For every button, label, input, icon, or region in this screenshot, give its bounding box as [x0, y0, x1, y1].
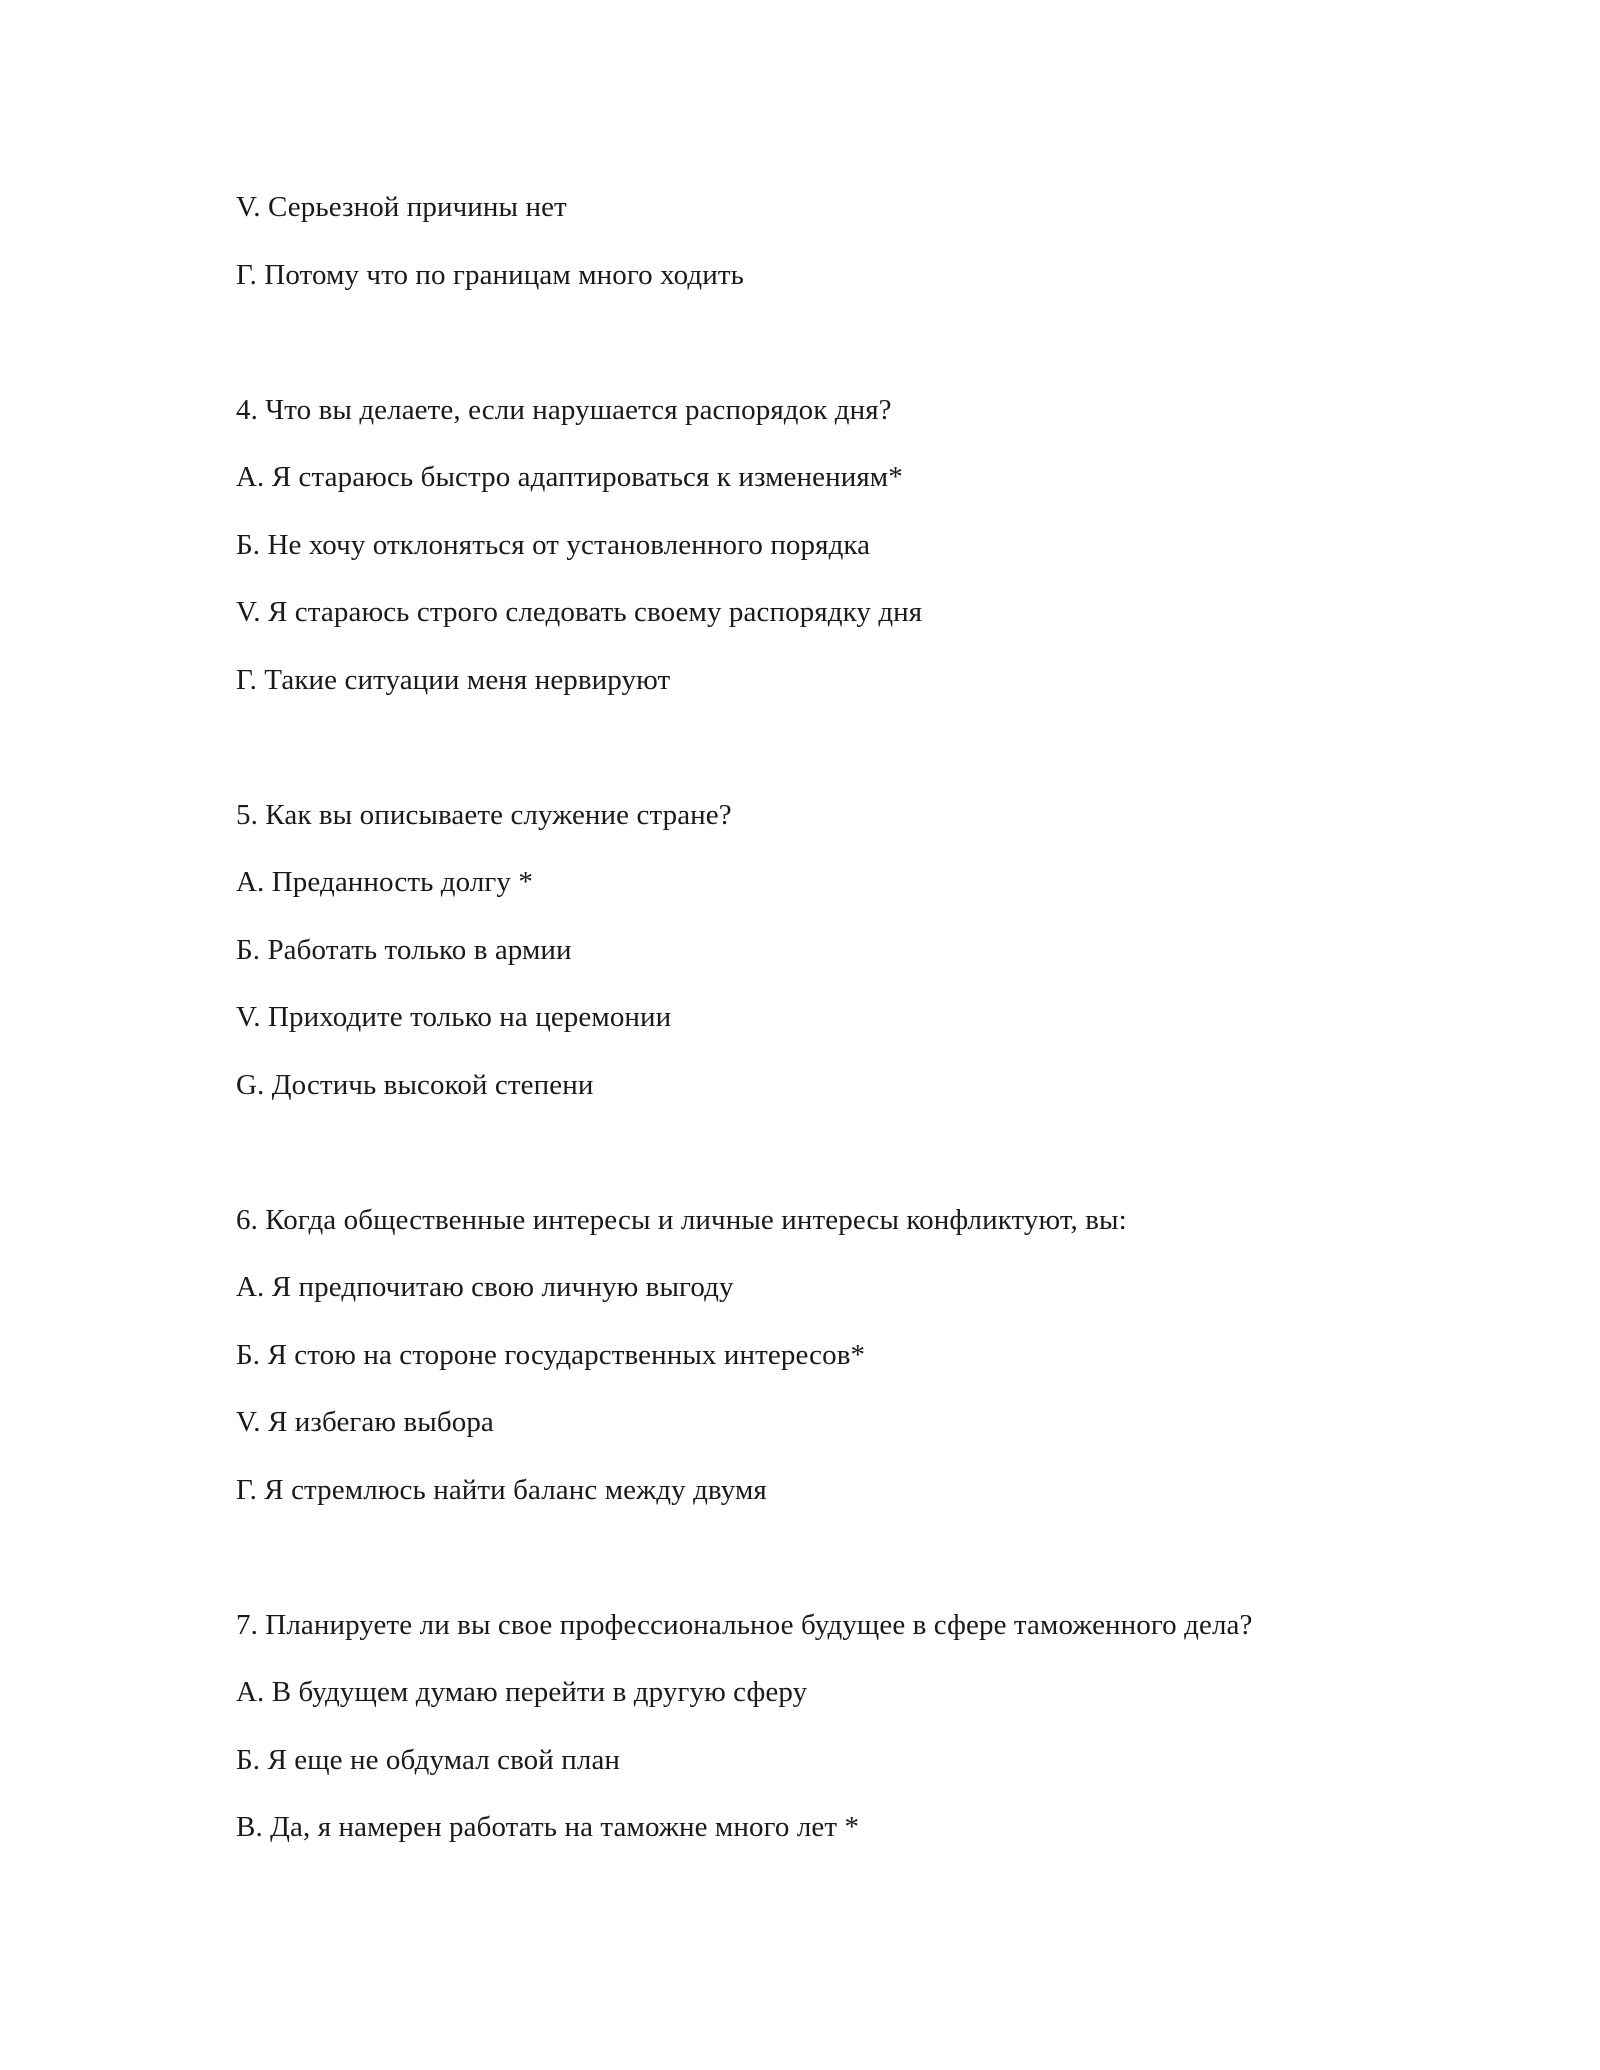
answer-option: В. Да, я намерен работать на таможне много лет *	[236, 1811, 860, 1843]
answer-option: А. В будущем думаю перейти в другую сферу	[236, 1676, 808, 1708]
answer-option: V. Я стараюсь строго следовать своему распорядку дня	[236, 596, 923, 628]
answer-option: Г. Такие ситуации меня нервируют	[236, 664, 671, 696]
answer-option: Б. Я стою на стороне государственных интересов*	[236, 1339, 866, 1371]
question-4: 4. Что вы делаете, если нарушается распорядок дня?	[236, 394, 892, 426]
answer-option: Г. Я стремлюсь найти баланс между двумя	[236, 1474, 767, 1506]
answer-option: Б. Работать только в армии	[236, 934, 572, 966]
question-5: 5. Как вы описываете служение стране?	[236, 799, 732, 831]
question-7: 7. Планируете ли вы свое профессиональное будущее в сфере таможенного дела?	[236, 1609, 1253, 1641]
answer-option: Б. Я еще не обдумал свой план	[236, 1744, 621, 1776]
answer-option: Б. Не хочу отклоняться от установленного порядка	[236, 529, 871, 561]
answer-option: А. Преданность долгу *	[236, 866, 533, 898]
answer-option: V. Серьезной причины нет	[236, 191, 567, 223]
answer-option: V. Я избегаю выбора	[236, 1406, 494, 1438]
answer-option: G. Достичь высокой степени	[236, 1069, 594, 1101]
answer-option: V. Приходите только на церемонии	[236, 1001, 672, 1033]
answer-option: А. Я предпочитаю свою личную выгоду	[236, 1271, 734, 1303]
answer-option: А. Я стараюсь быстро адаптироваться к изменениям*	[236, 461, 903, 493]
question-6: 6. Когда общественные интересы и личные интересы конфликтуют, вы:	[236, 1204, 1127, 1236]
answer-option: Г. Потому что по границам много ходить	[236, 259, 744, 291]
